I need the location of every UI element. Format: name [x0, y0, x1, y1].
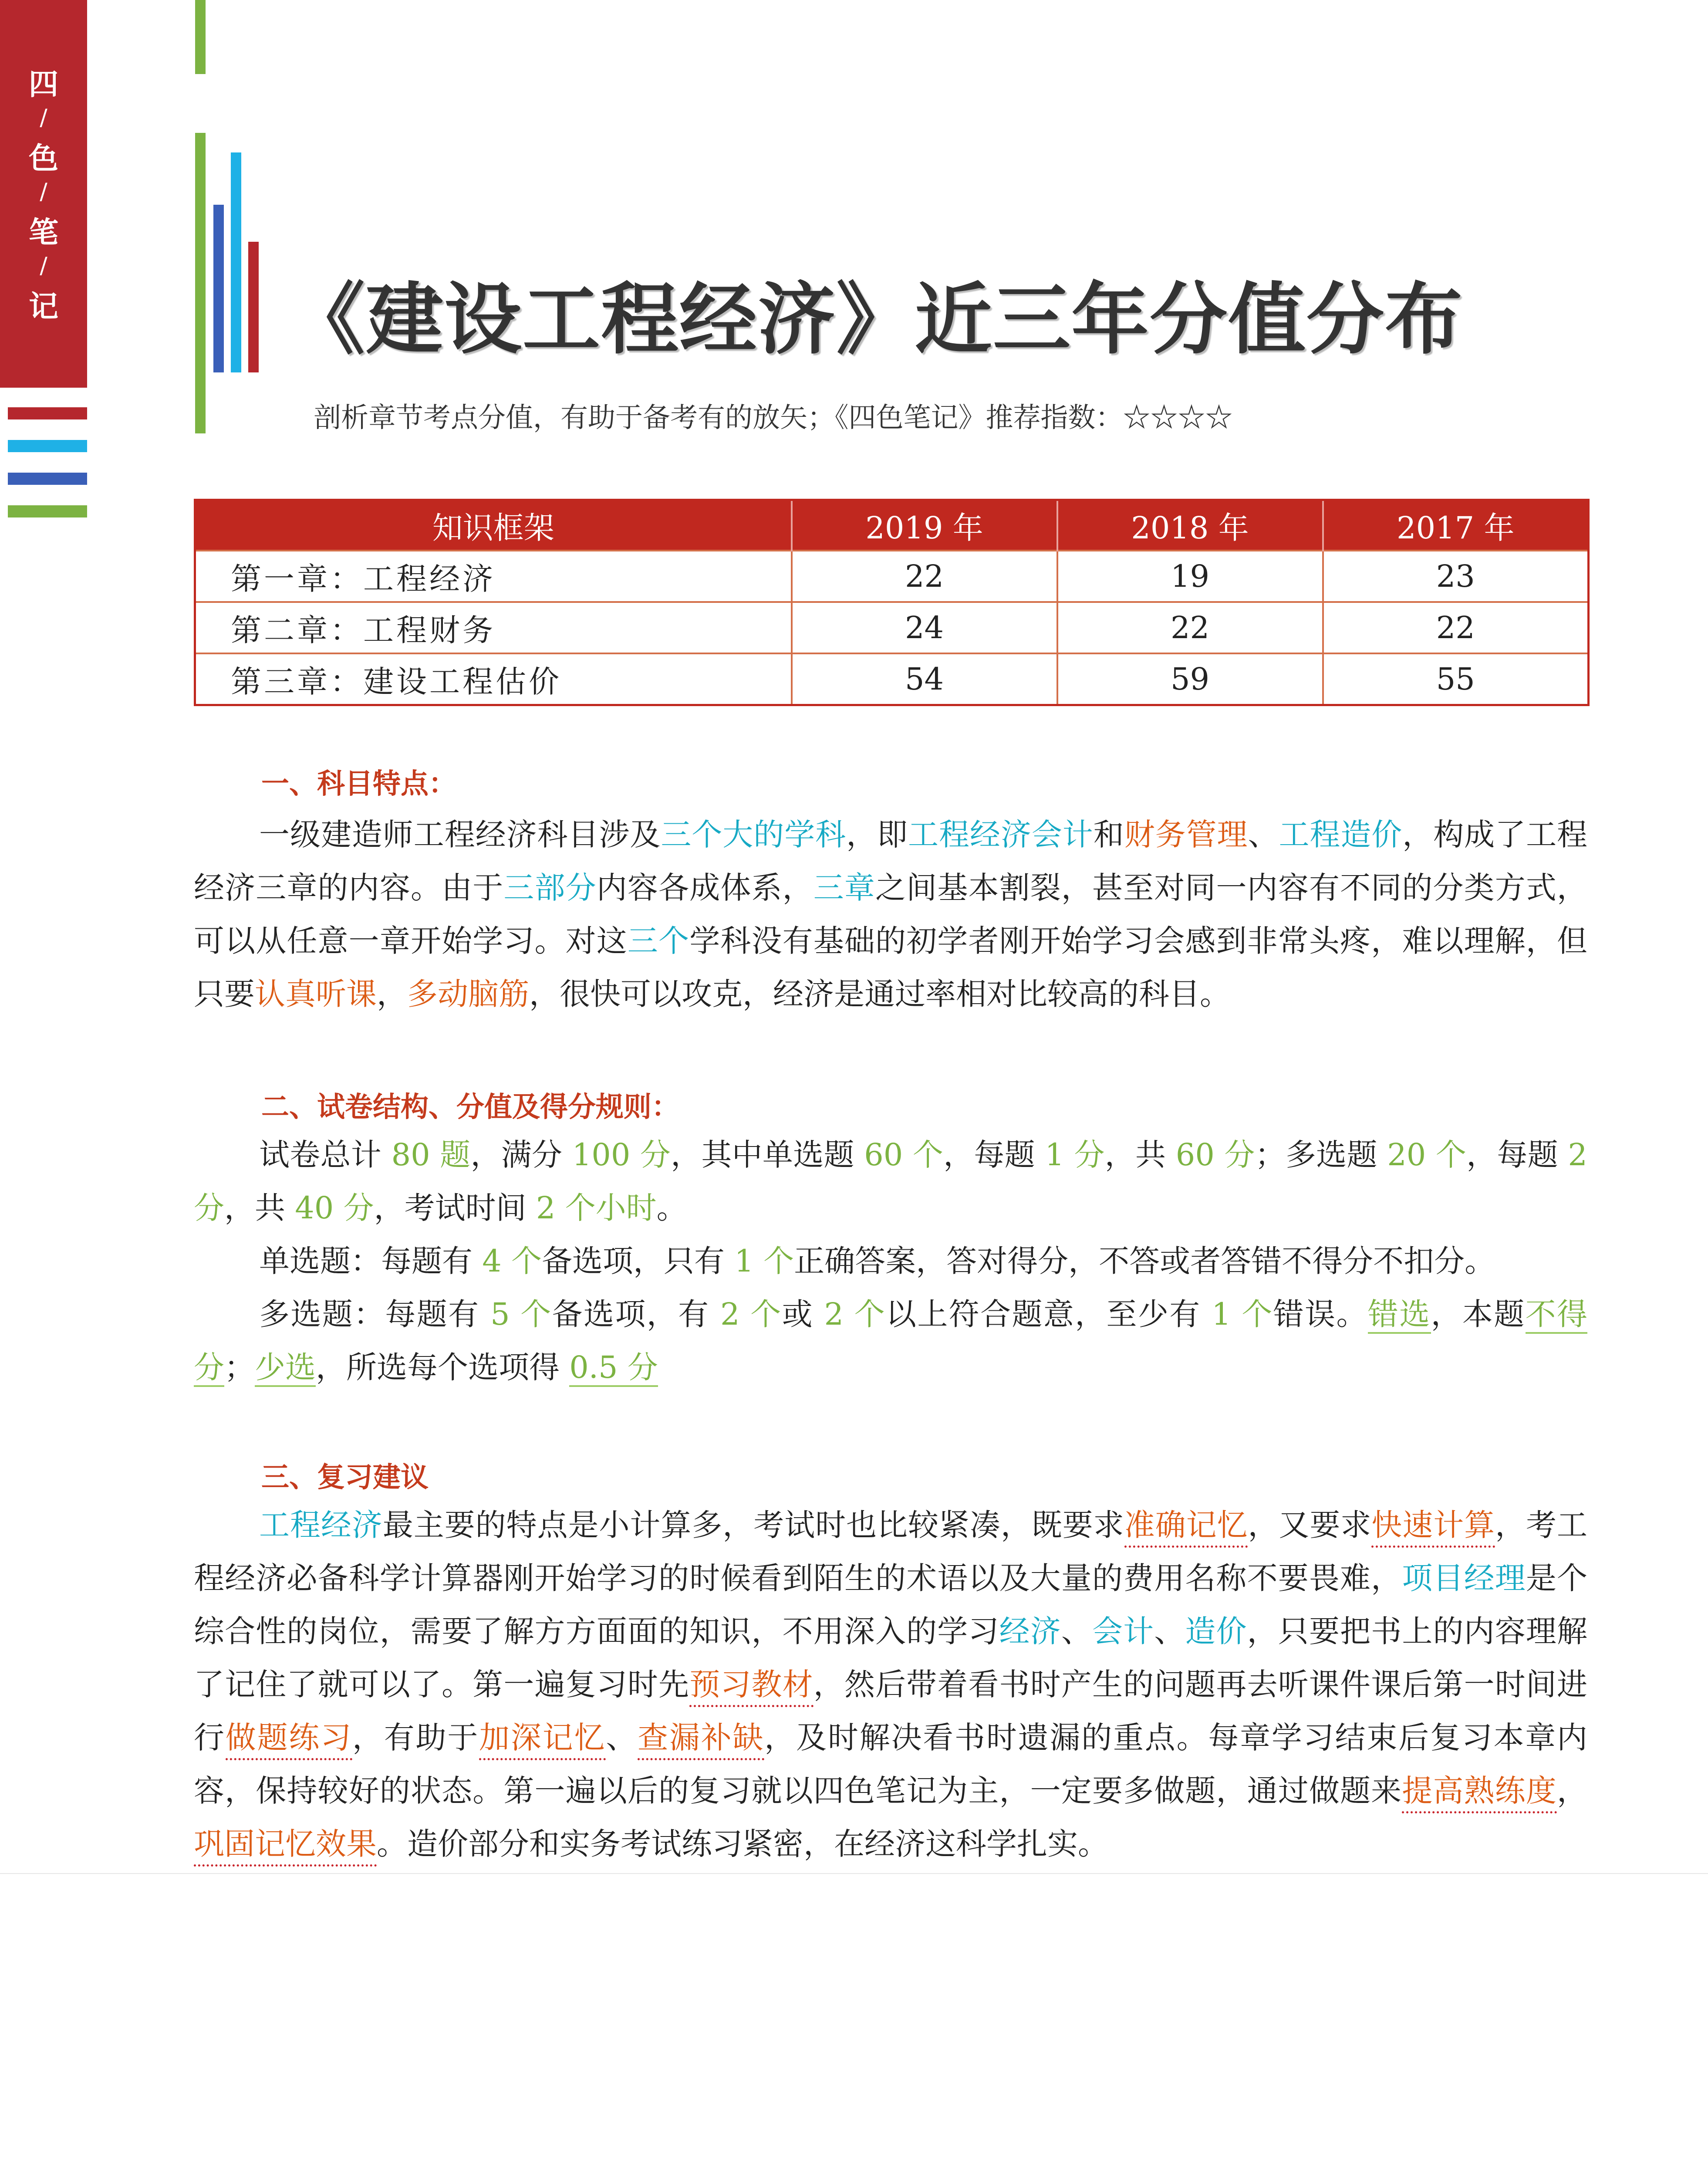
highlight-cyan: 会计 [1092, 1613, 1154, 1649]
highlight-green: 20 个 [1387, 1137, 1467, 1173]
side-tab-char: 笔 [28, 216, 58, 250]
highlight-orange: 认真听课 [255, 976, 377, 1012]
chapter-cell: 第二章：工程财务 [195, 602, 792, 653]
score-cell: 55 [1323, 653, 1589, 705]
side-stripe-blue [8, 473, 87, 485]
highlight-orange-dotted: 查漏补缺 [638, 1720, 764, 1760]
highlight-green: 1 个 [734, 1243, 794, 1279]
paragraph: 多选题：每题有 5 个备选项，有 2 个或 2 个以上符合题意，至少有 1 个错误。错选，本题不得分；少选，所选每个选项得 0.5 分 [194, 1288, 1587, 1394]
side-tab-divider: / [40, 179, 47, 205]
highlight-cyan: 造价 [1185, 1613, 1247, 1649]
section-heading: 二、试卷结构、分值及得分规则： [261, 1091, 679, 1123]
highlight-orange: 多动脑筋 [407, 976, 529, 1012]
section-heading: 三、复习建议 [261, 1461, 429, 1494]
table-row [195, 653, 1589, 705]
side-tab [0, 0, 87, 388]
highlight-orange-dotted: 做题练习 [226, 1720, 352, 1760]
score-cell: 19 [1057, 551, 1323, 602]
side-tab-char: 记 [28, 290, 58, 324]
side-stripe-red [8, 407, 87, 419]
highlight-green: 40 分 [295, 1190, 374, 1226]
highlight-green-underlined: 不得分 [194, 1296, 1587, 1387]
highlight-cyan: 三个 [627, 923, 690, 959]
score-cell: 54 [792, 653, 1057, 705]
side-stripe-cyan [8, 440, 87, 452]
score-cell: 23 [1323, 551, 1589, 602]
highlight-cyan: 工程造价 [1279, 817, 1403, 852]
highlight-orange-dotted: 准确记忆 [1124, 1507, 1248, 1548]
paragraph: 试卷总计 80 题，满分 100 分，其中单选题 60 个，每题 1 分，共 60 分；多选题 20 个，每题 2 分，共 40 分，考试时间 2 个小时。 [194, 1137, 1587, 1226]
highlight-green: 60 分 [1175, 1137, 1255, 1173]
score-cell: 22 [792, 551, 1057, 602]
table-row [195, 551, 1589, 602]
highlight-cyan: 工程经济会计 [908, 817, 1094, 852]
paragraph: 工程经济最主要的特点是小计算多，考试时也比较紧凑，既要求准确记忆，又要求快速计算，考工程经济必备科学计算器刚开始学习的时候看到陌生的术语以及大量的费用名称不要畏难，项目经理是个综合性的岗位，需要了解方方面面的知识，不用深入的学习经济、会计、造价，只要把书上的内容理解了记住了就可以了。第一遍复习时先预习教材，然后带着看书时产生的问题再去听课件课后第一时间进行做题练习，有助于加深记忆、查漏补缺，及时解决看书时遗漏的重点。每章学习结束后复习本章内容，保持较好的状态。第一遍以后的复习就以四色笔记为主，一定要多做题，通过做题来提高熟练度，巩固记忆效果。造价部分和实务考试练习紧密，在经济这科学扎实。 [194, 1498, 1587, 1870]
highlight-green: 2 分 [194, 1137, 1587, 1226]
highlight-green: 1 个 [1212, 1296, 1273, 1332]
highlight-green: 60 个 [864, 1137, 944, 1173]
paragraph: 一级建造师工程经济科目涉及三个大的学科，即工程经济会计和财务管理、工程造价，构成了工程经济三章的内容。由于三部分内容各成体系，三章之间基本割裂，甚至对同一内容有不同的分类方式，可以从任意一章开始学习。对这三个学科没有基础的初学者刚开始学习会感到非常头疼，难以理解，但只要认真听课，多动脑筋，很快可以攻克，经济是通过率相对比较高的科目。 [194, 817, 1588, 1012]
section-body [194, 1128, 1587, 1394]
page-subtitle: 剖析章节考点分值，有助于备考有的放矢；《四色笔记》推荐指数：☆☆☆☆ [314, 402, 1233, 433]
highlight-cyan: 三部分 [503, 870, 597, 906]
deco-bar-red [248, 242, 259, 372]
chapter-cell: 第一章：工程经济 [195, 551, 792, 602]
highlight-green: 2 个小时 [536, 1190, 657, 1226]
deco-bar-cyan [231, 152, 241, 372]
highlight-cyan: 项目经理 [1402, 1560, 1526, 1596]
table-header-row [195, 500, 1589, 551]
highlight-green: 2 个 [720, 1296, 782, 1332]
column-header: 知识框架 [195, 500, 792, 551]
deco-bar-blue [213, 205, 224, 372]
highlight-green-underlined: 错选 [1368, 1296, 1431, 1334]
section-body [194, 1498, 1587, 1870]
highlight-green: 100 分 [572, 1137, 671, 1173]
deco-bar-green-top [195, 0, 206, 74]
score-cell: 59 [1057, 653, 1323, 705]
highlight-orange-dotted: 提高熟练度 [1402, 1773, 1557, 1813]
chapter-cell: 第三章：建设工程估价 [195, 653, 792, 705]
side-stripe-green [8, 505, 87, 517]
highlight-orange-dotted: 预习教材 [689, 1667, 813, 1707]
page-title: 《建设工程经济》近三年分值分布 [287, 274, 1463, 365]
side-tab-divider: / [40, 105, 47, 131]
side-tab-char: 四 [28, 68, 58, 102]
score-distribution-table [194, 499, 1590, 706]
section-body [194, 808, 1587, 1021]
highlight-green: 2 个 [824, 1296, 886, 1332]
highlight-green: 5 个 [490, 1296, 552, 1332]
highlight-green: 80 题 [391, 1137, 471, 1173]
highlight-orange: 财务管理 [1124, 817, 1248, 852]
scan-fold-line [0, 1873, 1708, 1874]
side-tab-char: 色 [28, 142, 58, 176]
highlight-cyan: 工程经济 [259, 1507, 383, 1543]
column-header: 2018 年 [1057, 500, 1323, 551]
highlight-orange-dotted: 巩固记忆效果 [194, 1826, 377, 1867]
side-tab-divider: / [40, 253, 47, 279]
highlight-green: 1 分 [1045, 1137, 1105, 1173]
highlight-cyan: 三章 [813, 870, 876, 906]
highlight-green-underlined: 少选 [255, 1349, 316, 1387]
highlight-orange-dotted: 快速计算 [1371, 1507, 1495, 1548]
table-row [195, 602, 1589, 653]
column-header: 2017 年 [1323, 500, 1589, 551]
score-cell: 22 [1323, 602, 1589, 653]
highlight-green-underlined: 0.5 分 [569, 1349, 658, 1387]
section-heading: 一、科目特点： [261, 768, 456, 800]
paragraph: 单选题：每题有 4 个备选项，只有 1 个正确答案，答对得分，不答或者答错不得分不扣分。 [259, 1243, 1495, 1279]
score-cell: 22 [1057, 602, 1323, 653]
highlight-orange-dotted: 加深记忆 [479, 1720, 606, 1760]
score-cell: 24 [792, 602, 1057, 653]
column-header: 2019 年 [792, 500, 1057, 551]
highlight-cyan: 三个大的学科 [661, 817, 847, 852]
deco-bar-green [195, 133, 206, 433]
highlight-cyan: 经济 [999, 1613, 1061, 1649]
highlight-green: 4 个 [482, 1243, 542, 1279]
